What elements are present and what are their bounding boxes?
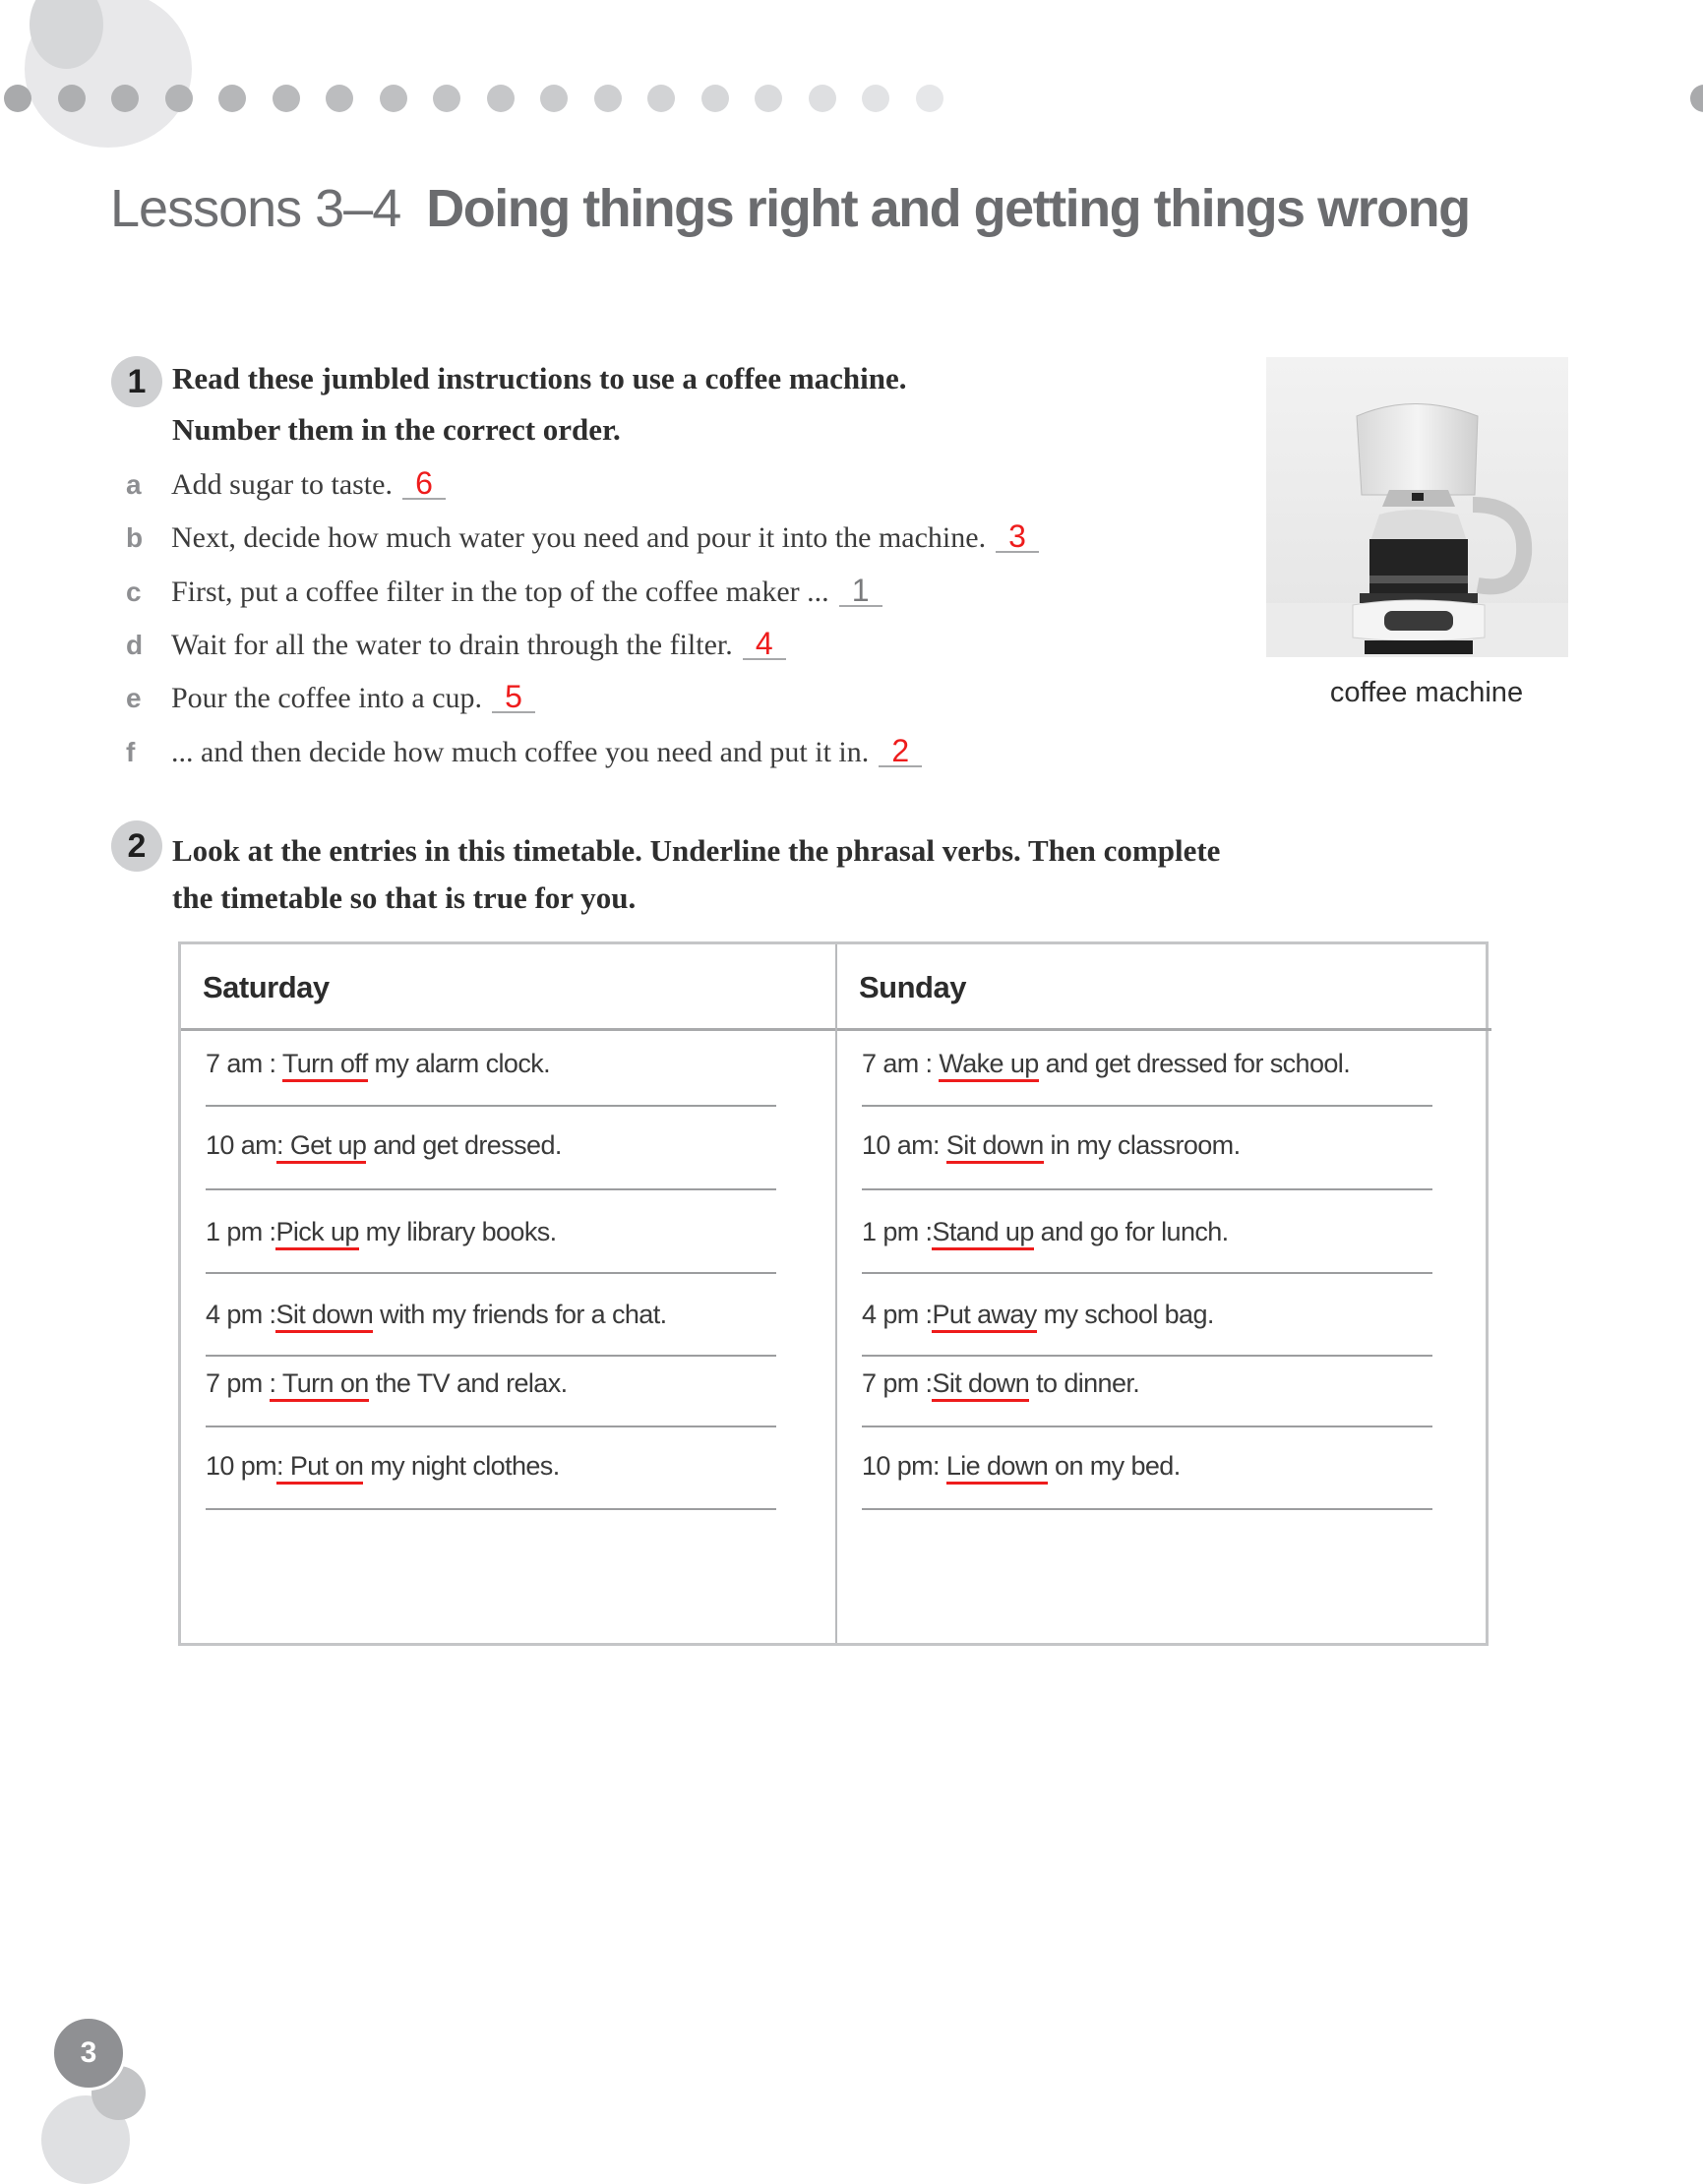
header-dot [4,85,31,112]
timetable-entry [206,1130,562,1161]
writing-line[interactable] [206,1272,776,1274]
lesson-title: Doing things right and getting things wrong [426,179,1470,238]
answer-blank[interactable]: 4 [743,629,786,660]
item-text: ... and then decide how much coffee you need and put it in. [171,736,870,768]
timetable-entry [862,1049,1350,1079]
phrasal-verb: : Put on [276,1451,363,1485]
instruction-item-d [126,626,786,662]
entry-text: my library books. [358,1217,557,1246]
entry-text: with my friends for a chat. [373,1300,667,1329]
header-dot [701,85,729,112]
header-dot [540,85,568,112]
column-header: Saturday [181,944,835,1031]
answer-blank[interactable]: 3 [996,521,1039,553]
header-dot [862,85,889,112]
timetable-entry [206,1049,550,1079]
header-dot [165,85,193,112]
writing-line[interactable] [862,1188,1432,1190]
entry-time: 7 am : [206,1049,282,1078]
entry-time: 4 pm : [206,1300,276,1329]
entry-text: to dinner. [1029,1368,1140,1398]
timetable-entry [206,1300,667,1330]
item-letter: f [126,737,136,767]
answer-blank[interactable]: 5 [492,682,535,713]
header-dot [218,85,246,112]
phrasal-verb: Put away [932,1300,1036,1333]
entry-time: 10 am: [862,1130,946,1160]
writing-line[interactable] [862,1508,1432,1510]
entry-text: in my classroom. [1043,1130,1241,1160]
lesson-label: Lessons 3–4 [110,179,401,238]
exercise-2-instruction-line-2: the timetable so that is true for you. [172,880,637,915]
coffee-machine-icon [1266,357,1568,657]
entry-time: 10 pm: [862,1451,946,1481]
writing-line[interactable] [206,1508,776,1510]
writing-line[interactable] [862,1105,1432,1107]
header-dot [433,85,460,112]
answer-example: 1 [839,576,882,607]
timetable-entry [206,1368,568,1399]
instruction-item-f [126,733,922,769]
item-letter: b [126,522,144,553]
item-text: Next, decide how much water you need and pour it into the machine. [171,521,987,554]
entry-time: 1 pm : [862,1217,933,1246]
writing-line[interactable] [862,1426,1432,1427]
writing-line[interactable] [862,1355,1432,1357]
entry-text: on my bed. [1048,1451,1181,1481]
timetable-entry [206,1217,557,1247]
entry-time: 7 pm : [862,1368,933,1398]
entry-text: my school bag. [1036,1300,1214,1329]
entry-time: 4 pm : [862,1300,933,1329]
entry-time: 7 am : [862,1049,940,1078]
item-letter: c [126,576,142,607]
header-dot [487,85,515,112]
timetable-entry [862,1300,1214,1330]
answer-blank[interactable]: 6 [402,468,446,500]
header-dot [58,85,86,112]
item-text: Wait for all the water to drain through the filter. [171,629,733,661]
image-caption: coffee machine [1329,677,1524,708]
entry-text: and get dressed. [366,1130,562,1160]
phrasal-verb: Turn off [282,1049,368,1082]
phrasal-verb: Wake up [939,1049,1038,1082]
exercise-1-number: 1 [111,356,162,407]
writing-line[interactable] [206,1188,776,1190]
writing-line[interactable] [206,1355,776,1357]
phrasal-verb: Sit down [275,1300,373,1333]
writing-line[interactable] [206,1426,776,1427]
item-text: Pour the coffee into a cup. [171,682,483,714]
instruction-item-e [126,679,535,715]
header-dot [755,85,782,112]
writing-line[interactable] [862,1272,1432,1274]
timetable [178,941,1489,1646]
phrasal-verb: Sit down [946,1130,1044,1164]
header-dot [916,85,943,112]
header-dot [809,85,836,112]
entry-text: and get dressed for school. [1038,1049,1351,1078]
instruction-item-b [126,518,1039,555]
item-letter: d [126,630,144,660]
exercise-1-instruction-line-1: Read these jumbled instructions to use a coffee machine. [172,361,907,395]
phrasal-verb: : Get up [276,1130,366,1164]
header-dot [273,85,300,112]
entry-time: 10 pm [206,1451,277,1481]
header-dot [326,85,353,112]
phrasal-verb: Sit down [932,1368,1029,1402]
page-title [110,177,1508,240]
phrasal-verb: Pick up [275,1217,358,1250]
phrasal-verb: Stand up [932,1217,1033,1250]
timetable-column-saturday [181,944,835,1643]
timetable-entry [206,1451,560,1482]
exercise-2-number: 2 [111,820,162,872]
exercise-1-instruction-line-2: Number them in the correct order. [172,412,621,447]
item-letter: e [126,683,142,713]
timetable-entry [862,1368,1139,1399]
entry-time: 1 pm : [206,1217,276,1246]
entry-time: 10 am [206,1130,277,1160]
timetable-entry [862,1217,1229,1247]
header-dot-row [4,85,969,112]
item-text: First, put a coffee filter in the top of the coffee maker ... [171,576,829,608]
exercise-2-instruction-line-1: Look at the entries in this timetable. Underline the phrasal verbs. Then complete [172,833,1221,868]
timetable-entry [862,1130,1240,1161]
timetable-entry [862,1451,1181,1482]
entry-time: 7 pm [206,1368,270,1398]
entry-text: my alarm clock. [367,1049,551,1078]
phrasal-verb: Lie down [946,1451,1048,1485]
instruction-item-a [126,465,446,502]
header-dot [647,85,675,112]
item-letter: a [126,469,142,500]
header-dot [111,85,139,112]
instruction-item-c [126,573,882,609]
writing-line[interactable] [206,1105,776,1107]
item-text: Add sugar to taste. [171,468,393,501]
coffee-machine-image [1266,357,1568,657]
header-dot-edge [1690,85,1703,112]
phrasal-verb: : Turn on [270,1368,369,1402]
entry-text: and go for lunch. [1033,1217,1229,1246]
timetable-column-sunday [835,944,1491,1643]
page-number: 3 [51,2016,126,2091]
entry-text: my night clothes. [363,1451,560,1481]
header-dot [594,85,622,112]
column-header: Sunday [837,944,1491,1031]
answer-blank[interactable]: 2 [879,736,922,767]
header-dot [380,85,407,112]
entry-text: the TV and relax. [368,1368,568,1398]
